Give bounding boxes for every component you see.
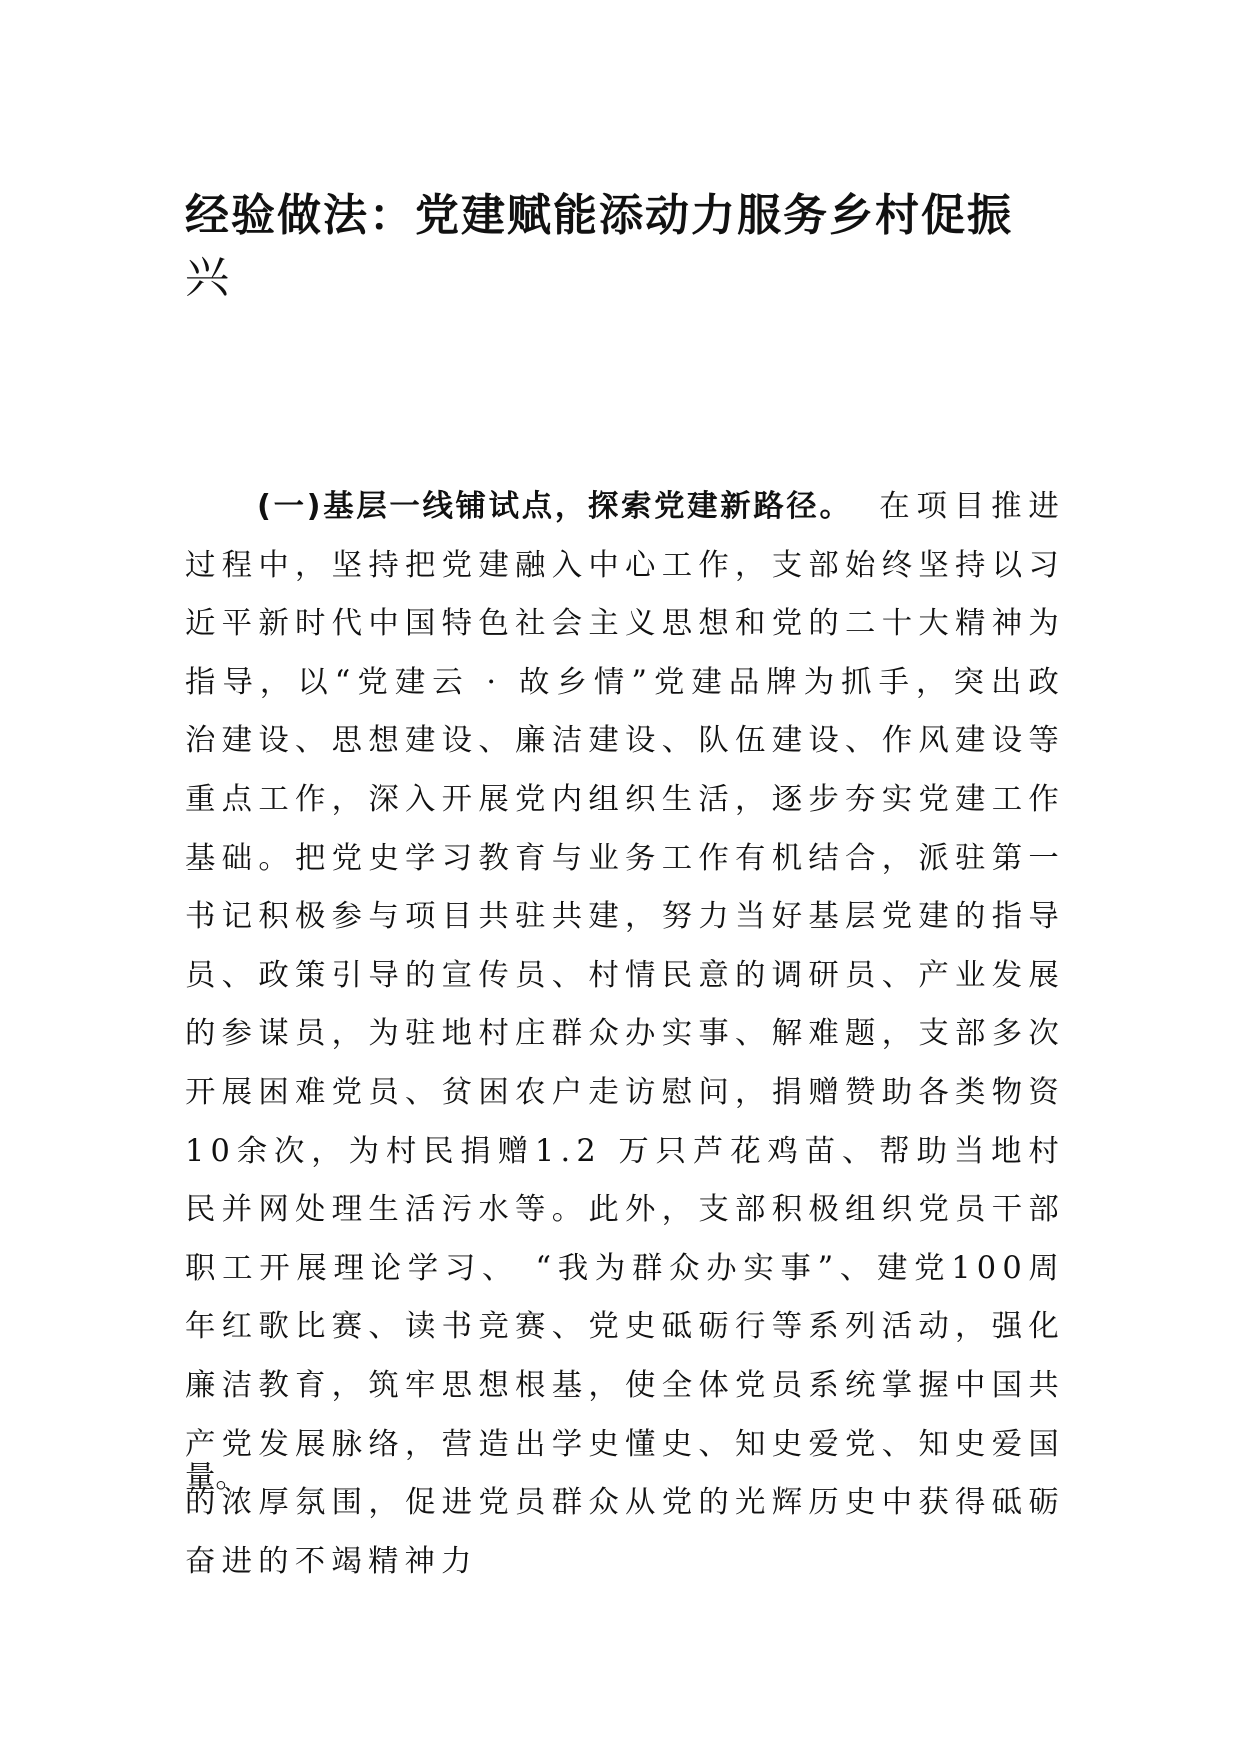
document-title-main: 经验做法：党建赋能添动力服务乡村促振 bbox=[185, 190, 1013, 241]
paragraph-text: 在项目推进过程中，坚持把党建融入中心工作，支部始终坚持以习近平新时代中国特色社会主义思想和党的二十大精神为指导，以“党建云 · 故乡情”党建品牌为抓手，突出政治建设、思想建设、廉洁建设、队伍建设、作风建设等重点工作，深入开展党内组织生活，逐步夯实党建工作基础。把党史学习教育与业务工作有机结合，派驻第一书记积极参与项目共驻共建，努力当好基层党建的指导员、政策引导的宣传员、村情民意的调研员、产业发展的参谋员，为驻地村庄群众办实事、解难题，支部多次开展困难党员、贫困农户走访慰问，捐赠赞助各类物资10余次，为村民捐赠1.2 万只芦花鸡苗、帮助当地村民并网处理生活污水等。此外，支部积极组织党员干部职工开展理论学习、 “我为群众办实事”、建党100周年红歌比赛、读书竞赛、党史砥砺行等系列活动，强化廉洁教育，筑牢思想根基，使全体党员系统掌握中国共产党发展脉络，营造出学史懂史、知史爱党、知史爱国的浓厚氛围，促进党员群众从党的光辉历史中获得砥砺奋进的不竭精神力 bbox=[185, 489, 1065, 1579]
document-title bbox=[185, 185, 1065, 309]
document-title-tail: 兴 bbox=[185, 252, 231, 303]
paragraph-final-line: 量。 bbox=[185, 1460, 246, 1495]
body-paragraph bbox=[185, 478, 1065, 1591]
section-heading: (一)基层一线铺试点，探索党建新路径。 bbox=[257, 489, 853, 524]
